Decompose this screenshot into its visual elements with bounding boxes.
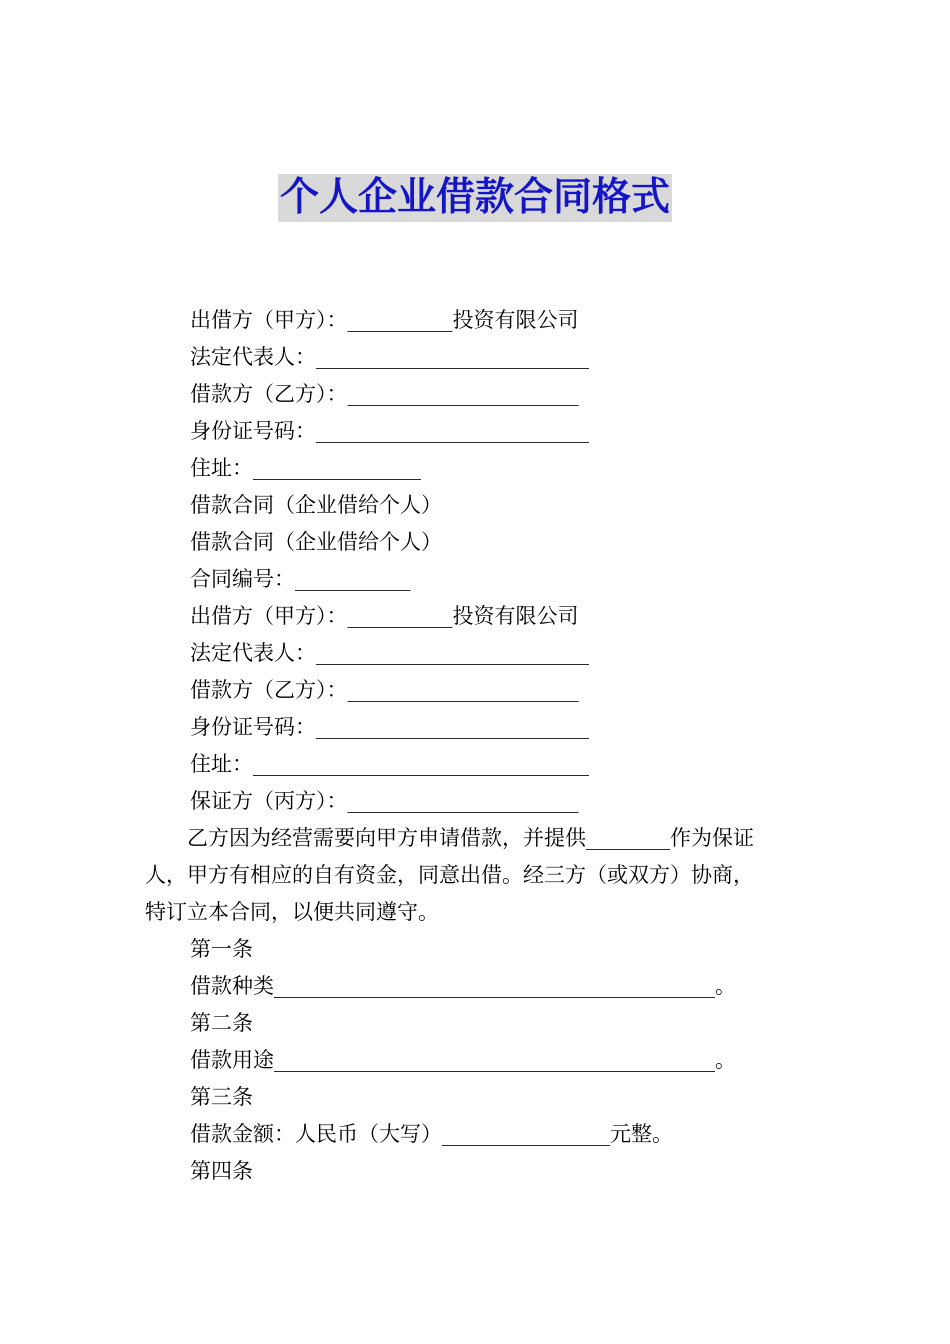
article-3-loan-amount: 借款金额：人民币（大写）________________元整。: [190, 1122, 673, 1146]
article-3-heading: 第三条: [190, 1085, 253, 1109]
field-borrower-2: 借款方（乙方）：______________________: [190, 678, 579, 702]
article-1-loan-type: 借款种类__________________________________________。: [190, 974, 736, 998]
field-contract-number: 合同编号：___________: [190, 567, 411, 591]
field-id-number: 身份证号码：__________________________: [190, 419, 589, 443]
article-1-heading: 第一条: [190, 937, 253, 961]
paragraph-line-3: 特订立本合同，以便共同遵守。: [145, 900, 439, 924]
document-title: 个人企业借款合同格式: [279, 175, 670, 220]
article-2-loan-purpose: 借款用途__________________________________________。: [190, 1048, 736, 1072]
article-2-heading: 第二条: [190, 1011, 253, 1035]
field-borrower: 借款方（乙方）：______________________: [190, 382, 579, 406]
article-4-heading: 第四条: [190, 1159, 253, 1183]
field-lender-2: 出借方（甲方）：__________投资有限公司: [190, 604, 579, 628]
field-legal-representative: 法定代表人：__________________________: [190, 345, 589, 369]
field-lender: 出借方（甲方）：__________投资有限公司: [190, 308, 579, 332]
field-address-2: 住址：________________________________: [190, 752, 589, 776]
field-legal-representative-2: 法定代表人：__________________________: [190, 641, 589, 665]
field-address: 住址：________________: [190, 456, 421, 480]
paragraph-line-2: 人，甲方有相应的自有资金，同意出借。经三方（或双方）协商，: [145, 863, 754, 887]
document-title-wrapper: [0, 174, 950, 222]
field-id-number-2: 身份证号码：__________________________: [190, 715, 589, 739]
document-body: [145, 302, 810, 1190]
field-guarantor: 保证方（丙方）：______________________: [190, 789, 579, 813]
paragraph-line-1: 乙方因为经营需要向甲方申请借款，并提供________作为保证: [145, 826, 754, 850]
contract-heading-repeat: 借款合同（企业借给个人）: [190, 530, 442, 554]
contract-heading: 借款合同（企业借给个人）: [190, 493, 442, 517]
